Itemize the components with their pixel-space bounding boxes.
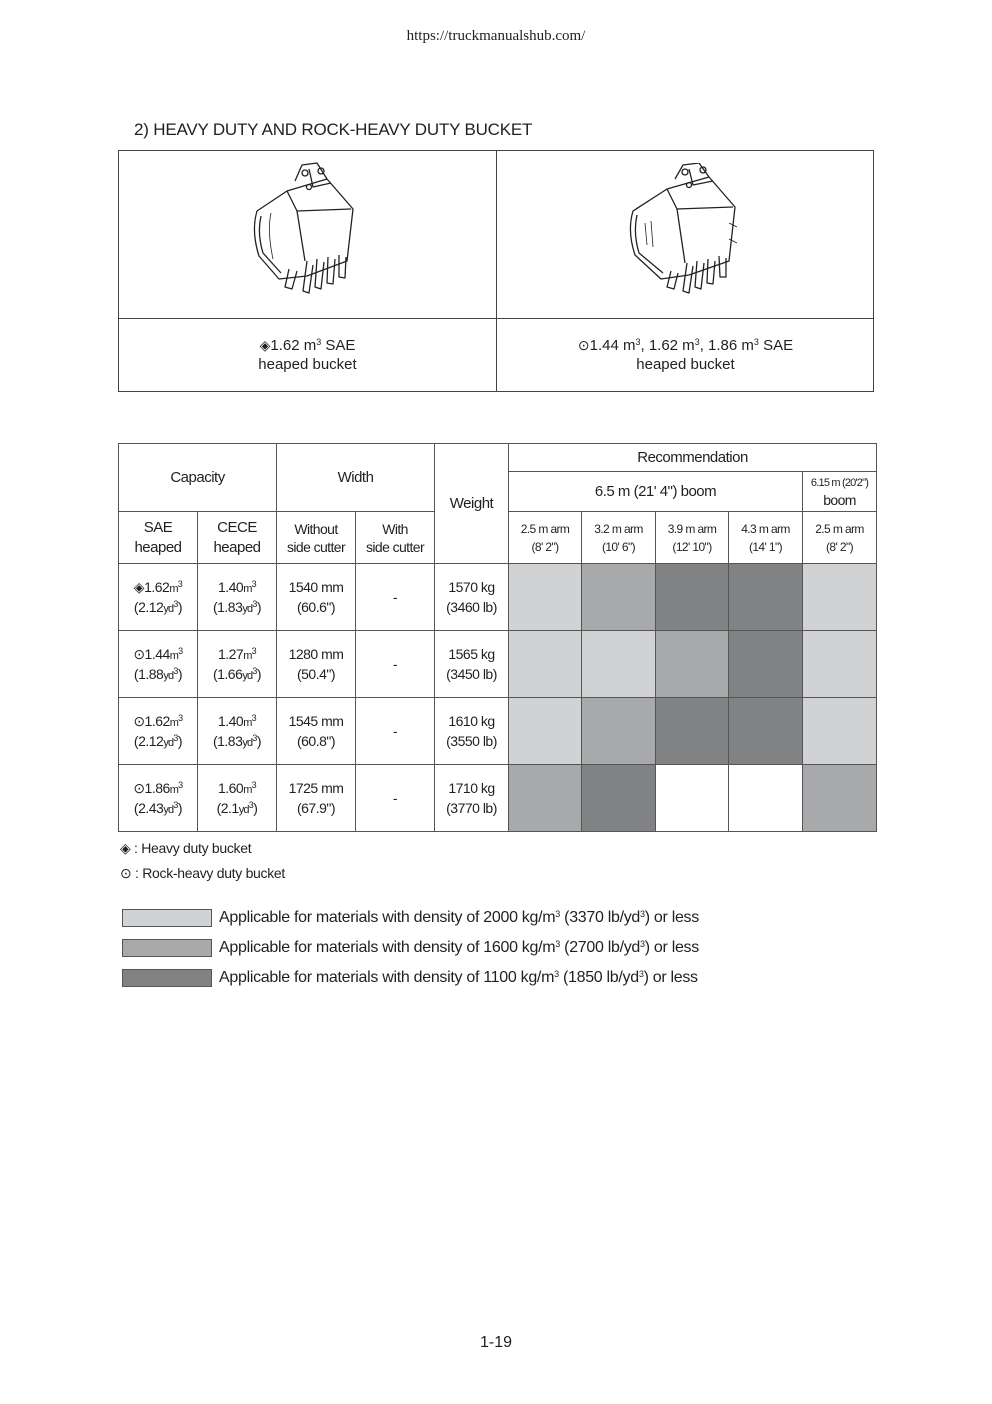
arm-length: 2.5 m arm [815,521,864,536]
superscript: 3 [178,780,183,790]
cece-capacity-yd3: 2.1 [220,800,239,816]
cece-capacity-cell: $1.40m^3$ $(1.83yd^3)$ [198,698,277,765]
cece-capacity-yd3: 1.83 [217,733,243,749]
sae-capacity-yd3: 2.43 [138,800,164,816]
unit: yd [242,737,253,749]
weight-header: Weight [435,444,509,564]
without-line1: Without [294,520,338,537]
recommendation-cell-medium [582,564,656,631]
unit: yd [163,603,174,615]
weight-cell [435,698,509,765]
cece-capacity-m3: 1.60 [217,780,244,796]
width-without-side-cutter-cell [277,631,356,698]
sae-capacity-cell: $⊙1.86m^3$ $(2.43yd^3)$ [119,765,198,832]
arm-header-2 [582,512,656,564]
swatch-medium [122,939,212,957]
arm-header-5 [803,512,877,564]
width-without-side-cutter-cell [277,564,356,631]
source-url[interactable]: https://truckmanualshub.com/ [406,28,586,44]
recommendation-header: Recommendation [509,444,877,472]
unit: m [169,583,178,595]
superscript: 3 [178,713,183,723]
with-line2: side cutter [366,538,425,555]
unit: yd [163,804,174,816]
bucket-capacity: , 1.86 m [699,337,754,354]
boom-615-line2: boom [823,491,856,508]
heavy-duty-bucket-caption [119,319,496,391]
without-line2: side cutter [287,538,346,555]
unit: yd [238,804,249,816]
sae-capacity-yd3: 2.12 [138,733,164,749]
swatch-light [122,909,212,927]
bucket-type: SAE [758,337,794,354]
recommendation-cell-none [656,765,729,832]
width-mm: 1725 mm [288,780,344,796]
arm-length-imperial: (8' 2") [826,539,854,554]
width-without-side-cutter-cell [277,698,356,765]
sae-capacity-cell: $⊙1.44m^3$ $(1.88yd^3)$ [119,631,198,698]
unit: yd [163,737,174,749]
weight-cell [435,765,509,832]
unit: yd [242,670,253,682]
width-without-side-cutter-cell [277,765,356,832]
unit: m [169,650,179,662]
superscript: 3 [252,599,257,609]
sae-capacity-cell: $⊙1.62m^3$ $(2.12yd^3)$ [119,698,198,765]
weight-kg: 1570 kg [448,579,495,595]
density-legend-dark [219,969,698,987]
superscript: 3 [638,969,644,979]
superscript: 3 [640,939,645,949]
without-side-cutter-header [277,512,356,564]
sae-line1: SAE [143,518,173,536]
legend-text: ) or less [644,939,699,956]
recommendation-cell-light [509,698,582,765]
recommendation-cell-light [803,631,877,698]
superscript: 3 [753,337,759,347]
weight-lb: (3450 lb) [446,666,497,682]
weight-lb: (3770 lb) [446,800,497,816]
unit: m [169,717,179,729]
legend-text: Applicable for materials with density of 1600 kg/m [219,939,556,956]
superscript: 3 [252,733,257,743]
arm-length: 3.9 m arm [667,521,717,536]
width-mm: 1545 mm [288,713,344,729]
sae-capacity-m3: 1.44 [144,646,170,662]
superscript: 3 [173,666,178,676]
header-row-1 [119,444,877,472]
legend-text: ) or less [643,969,698,986]
width-header: Width [277,444,435,512]
legend-text: : Heavy duty bucket [130,840,252,856]
recommendation-cell-medium [803,765,877,832]
recommendation-cell-dark [729,564,803,631]
legend-rock-heavy-duty [120,865,285,882]
arm-length-imperial: (12' 10") [672,539,712,554]
rock-heavy-duty-symbol-icon: ⊙ [133,780,145,796]
heavy-duty-bucket-icon [247,161,367,301]
superscript: 3 [173,800,178,810]
width-mm: 1280 mm [288,646,344,662]
recommendation-cell-none [729,765,803,832]
recommendation-cell-medium [509,765,582,832]
table-row [119,631,877,698]
bucket-caption-line2: heaped bucket [636,356,735,373]
boom-65-header: 6.5 m (21' 4") boom [509,472,803,512]
capacity-header: Capacity [119,444,277,512]
density-legend-light [219,909,699,927]
weight-cell [435,631,509,698]
rock-heavy-duty-symbol-icon: ⊙ [120,865,132,881]
superscript: 3 [251,646,257,656]
cece-capacity-yd3: 1.83 [217,599,243,615]
sae-capacity-m3: 1.62 [144,713,170,729]
sae-line2: heaped [134,538,182,556]
recommendation-cell-medium [582,698,656,765]
legend-text: (2700 lb/yd [560,939,641,956]
arm-header-4 [729,512,803,564]
rock-heavy-duty-bucket-icon [625,163,745,303]
boom-615-header [803,472,877,512]
cece-capacity-m3: 1.40 [217,713,244,729]
density-legend-medium [219,939,699,957]
sae-capacity-m3: 1.62 [144,579,170,595]
cece-heaped-header [198,512,277,564]
cece-capacity-m3: 1.40 [217,579,244,595]
width-inch: (67.9") [296,800,336,816]
legend-text: (3370 lb/yd [560,909,641,926]
bucket-capacity: 1.44 m [589,337,636,354]
recommendation-cell-dark [656,564,729,631]
superscript: 3 [251,713,257,723]
recommendation-cell-medium [656,631,729,698]
recommendation-cell-dark [656,698,729,765]
width-with-side-cutter-cell: - [356,564,435,631]
sae-capacity-m3: 1.86 [144,780,170,796]
unit: yd [242,603,253,615]
superscript: 3 [251,780,257,790]
width-with-side-cutter-cell: - [356,765,435,832]
recommendation-cell-light [509,564,582,631]
superscript: 3 [555,939,561,949]
superscript: 3 [554,969,559,979]
recommendation-cell-light [803,564,877,631]
page-number: 1-19 [479,1334,513,1351]
table-row [119,765,877,832]
bucket-caption-line2: heaped bucket [258,356,357,373]
rock-heavy-duty-symbol-icon: ⊙ [133,646,145,662]
recommendation-cell-light [582,631,656,698]
rock-heavy-duty-symbol-icon: ⊙ [133,713,145,729]
arm-length: 4.3 m arm [741,521,790,536]
heavy-duty-symbol-icon: ◈ [133,579,145,595]
cece-capacity-cell: $1.60m^3$ $(2.1yd^3)$ [198,765,277,832]
bucket-type: SAE [321,337,356,354]
sae-capacity-cell: $◈1.62m^3$ $(2.12yd^3)$ [119,564,198,631]
superscript: 3 [252,666,257,676]
boom-615-line1: 6.15 m (20'2") [810,476,869,489]
with-line1: With [382,520,408,537]
weight-kg: 1565 kg [448,646,495,662]
width-with-side-cutter-cell: - [356,698,435,765]
with-side-cutter-header [356,512,435,564]
unit: m [243,583,252,595]
cece-capacity-m3: 1.27 [217,646,244,662]
superscript: 3 [248,800,254,810]
sae-heaped-header [119,512,198,564]
arm-length: 2.5 m arm [520,521,570,536]
rock-heavy-duty-bucket-image-cell [497,151,874,318]
table-row [119,564,877,631]
bucket-capacity: , 1.62 m [640,337,695,354]
arm-length-imperial: (14' 1") [748,539,783,554]
bucket-capacity: 1.62 m [270,337,317,354]
superscript: 3 [635,337,641,347]
superscript: 3 [173,733,178,743]
heavy-duty-symbol-icon: ◈ [259,337,271,353]
unit: m [169,784,179,796]
width-inch: (50.4") [296,666,336,682]
arm-length: 3.2 m arm [594,521,643,536]
recommendation-cell-light [509,631,582,698]
section-title: 2) HEAVY DUTY AND ROCK-HEAVY DUTY BUCKET [134,120,533,139]
width-with-side-cutter-cell: - [356,631,435,698]
weight-cell [435,564,509,631]
superscript: 3 [173,599,178,609]
sae-capacity-yd3: 1.88 [138,666,164,682]
width-mm: 1540 mm [288,579,344,595]
superscript: 3 [640,909,645,919]
rock-heavy-duty-symbol-icon: ⊙ [577,337,590,353]
unit: yd [163,670,174,682]
recommendation-cell-dark [582,765,656,832]
arm-header-1 [509,512,582,564]
legend-heavy-duty [120,840,251,857]
sae-capacity-yd3: 2.12 [138,599,164,615]
arm-header-3 [656,512,729,564]
spec-table-body [119,564,877,832]
cece-line1: CECE [217,518,257,536]
cece-capacity-cell: $1.27m^3$ $(1.66yd^3)$ [198,631,277,698]
weight-kg: 1610 kg [448,713,495,729]
superscript: 3 [177,579,183,589]
unit: m [243,784,252,796]
superscript: 3 [316,337,322,347]
legend-text: Applicable for materials with density of 2000 kg/m [219,909,556,926]
superscript: 3 [694,337,700,347]
legend-text: ) or less [644,909,699,926]
cece-capacity-cell: $1.40m^3$ $(1.83yd^3)$ [198,564,277,631]
cece-capacity-yd3: 1.66 [217,666,243,682]
bucket-illustration-table [118,150,874,392]
rock-heavy-duty-bucket-caption [497,319,874,391]
weight-lb: (3550 lb) [446,733,497,749]
weight-lb: (3460 lb) [446,599,497,615]
superscript: 3 [178,646,183,656]
arm-length-imperial: (8' 2") [531,539,559,554]
unit: m [243,650,252,662]
legend-text: (1850 lb/yd [558,969,639,986]
recommendation-cell-dark [729,698,803,765]
swatch-dark [122,969,212,987]
recommendation-cell-light [803,698,877,765]
superscript: 3 [555,909,561,919]
weight-kg: 1710 kg [448,780,495,796]
unit: m [243,717,252,729]
width-inch: (60.6") [296,599,336,615]
recommendation-cell-dark [729,631,803,698]
table-row [119,698,877,765]
arm-length-imperial: (10' 6") [601,539,636,554]
width-inch: (60.8") [296,733,336,749]
bucket-spec-table [118,443,877,832]
legend-text: : Rock-heavy duty bucket [131,865,286,881]
cece-line2: heaped [213,538,261,556]
superscript: 3 [251,579,257,589]
legend-text: Applicable for materials with density of 1100 kg/m [219,969,555,986]
heavy-duty-bucket-image-cell [119,151,496,318]
heavy-duty-symbol-icon: ◈ [120,840,131,856]
